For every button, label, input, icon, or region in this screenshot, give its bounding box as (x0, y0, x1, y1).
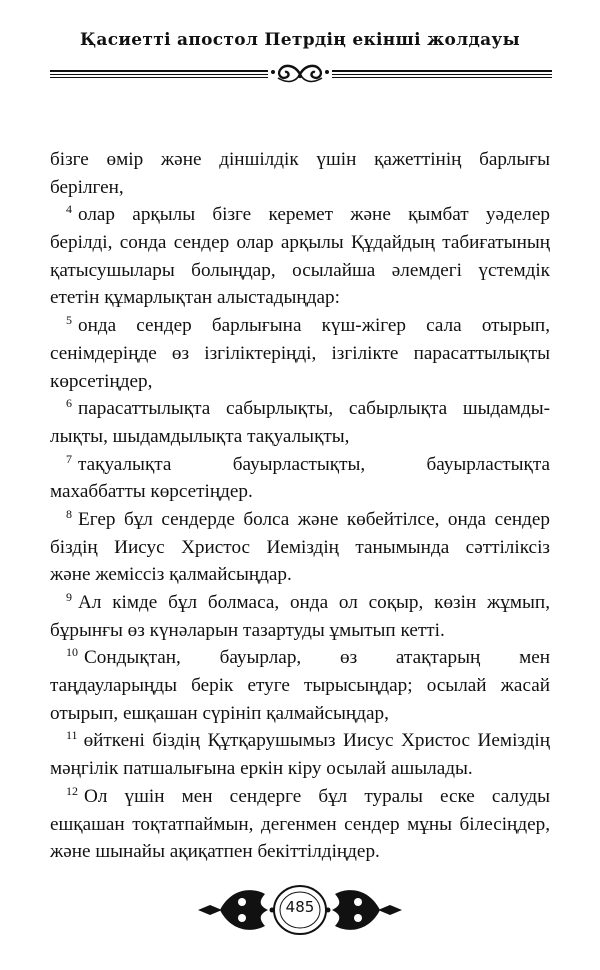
verse-number: 8 (66, 506, 72, 521)
verse-number: 11 (66, 728, 78, 743)
text-line (50, 174, 550, 202)
running-header: Қасиетті апостол Петрдің екінші жолдауы (80, 30, 520, 50)
verse-number: 10 (66, 645, 78, 660)
text-line (50, 644, 550, 672)
verse-text: мәңгілік патшалығына еркін кіру осылай ашылады. (50, 758, 473, 780)
text-line (50, 783, 550, 811)
text-line (50, 201, 550, 229)
verse-text: Ол үшін мен сендерге бұл туралы еске салуды (84, 785, 550, 807)
verse-text: бізге өмір және діншілдік үшін қажеттінің барлығы (50, 149, 550, 170)
verse-text: біздің Иисус Христос Иеміздің танымында сәттіліксіз (50, 536, 550, 558)
verse-text: берілген, (50, 176, 124, 198)
text-line (50, 561, 550, 589)
verse-text: сенімдеріңде өз ізгіліктеріңді, ізгілікте парасаттылықты (50, 342, 550, 364)
text-line (50, 368, 550, 396)
verse-number: 6 (66, 396, 72, 411)
text-line (50, 451, 550, 479)
verse-text: қатысушылары болыңдар, осылайша әлемдегі үстемдік (50, 259, 550, 281)
text-line (50, 229, 550, 257)
text-line (50, 755, 550, 783)
verse-text: Сондықтан, бауырлар, өз атақтарың мен (84, 647, 550, 669)
verse-text: парасаттылықта сабырлықты, сабырлықта шыдамды- (78, 398, 550, 420)
verse-text: олар арқылы бізге керемет және қымбат уәделер (78, 204, 550, 226)
verse-text: Ал кімде бұл болмаса, онда ол соқыр, көзін жұмып, (78, 592, 550, 613)
text-line (50, 617, 550, 645)
page-body (50, 146, 550, 866)
verse-number: 5 (66, 313, 72, 328)
text-line (50, 811, 550, 839)
text-line (50, 257, 550, 285)
verse-text: және шынайы ақиқатпен бекіттілдіңдер. (50, 841, 380, 863)
verse-text: тақуалықта бауырластықты, бауырластықта (78, 453, 550, 475)
verse-text: таңдауларыңды берік етуге тырысыңдар; осылай жасай (50, 675, 550, 697)
text-line (50, 146, 550, 174)
verse-text: махаббатты көрсетіңдер. (50, 481, 253, 503)
text-line (50, 534, 550, 562)
verse-text: Егер бұл сендерде болса және көбейтілсе, онда сендер (78, 508, 550, 530)
verse-text: өйткені біздің Құтқарушымыз Иисус Христос Иеміздің (83, 730, 550, 752)
text-line (50, 423, 550, 451)
verse-text: берілді, сонда сендер олар арқылы Құдайдың табиғатының (50, 232, 550, 254)
verse-number: 12 (66, 783, 78, 798)
text-line (50, 672, 550, 700)
verse-number: 4 (66, 202, 72, 217)
text-line (50, 838, 550, 866)
text-line (50, 700, 550, 728)
verse-text: көрсетіңдер, (50, 370, 153, 392)
verse-text: және жеміссіз қалмайсыңдар. (50, 564, 292, 586)
verse-number: 9 (66, 590, 72, 604)
text-line (50, 340, 550, 368)
verse-text: ешқашан тоқтатпаймын, дегенмен сендер мұны білесіңдер, (50, 813, 550, 835)
text-line (50, 589, 550, 617)
verse-text: онда сендер барлығына күш-жігер сала отырып, (78, 315, 550, 337)
text-line (50, 478, 550, 506)
verse-text: ететін құмарлықтан алыстадыңдар: (50, 287, 340, 309)
verse-text: бұрынғы өз күнәларын тазартуды ұмытып кетті. (50, 619, 445, 641)
verse-text: лықты, шыдамдылықта тақуалықты, (50, 425, 350, 447)
header-ornament-icon (268, 62, 332, 86)
text-line (50, 395, 550, 423)
text-line (50, 312, 550, 340)
verse-number: 7 (66, 451, 72, 466)
text-line (50, 284, 550, 312)
text-line (50, 727, 550, 755)
verse-text: отырып, ешқашан сүрініп қалмайсыңдар, (50, 702, 389, 724)
text-line (50, 506, 550, 534)
page-number: 485 (285, 898, 315, 916)
